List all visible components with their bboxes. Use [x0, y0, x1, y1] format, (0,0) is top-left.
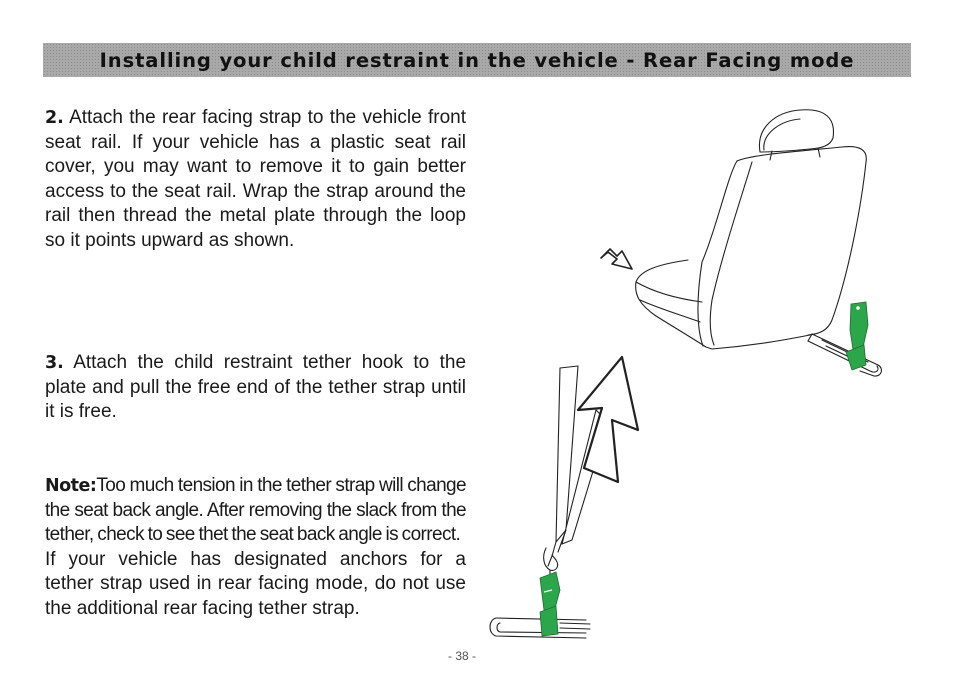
step-3-block — [45, 351, 466, 425]
page-number: - 38 - — [447, 649, 476, 663]
note-label: Note: — [45, 476, 97, 496]
direction-arrow-icon — [601, 249, 632, 269]
step-3-text: Attach the child restraint tether hook to the plate and pull the free end of the tether strap until it is free. — [45, 352, 467, 422]
installation-illustration — [480, 95, 900, 655]
step-2-text: Attach the rear facing strap to the vehicle front seat rail. If your vehicle has a plastic seat rail cover, you may want to remove it to gain better access to the seat rail. Wrap the strap around the rail then thread the metal plate through the loop so it points upward as shown. — [45, 107, 466, 251]
seat-rail-top — [808, 334, 881, 376]
upward-arrow-icon — [578, 357, 638, 482]
note-text-2: If your vehicle has designated anchors for a tether strap used in rear facing mode, do not use the additional rear facing tether strap. — [45, 548, 466, 619]
step-2-number: 2. — [45, 108, 64, 128]
note-block — [45, 474, 466, 621]
step-2-block — [45, 106, 466, 253]
vehicle-seat-drawing — [636, 110, 867, 349]
step-3-number: 3. — [45, 353, 64, 373]
note-text-1: Too much tension in the tether strap will change the seat back angle. After removing the slack from the tether, check to see thet the seat back angle is correct. — [45, 475, 466, 545]
page-title: Installing your child restraint in the vehicle - Rear Facing mode — [99, 48, 855, 72]
seat-rail-bottom — [490, 618, 590, 638]
section-header — [43, 43, 911, 77]
rear-facing-strap-top — [846, 302, 868, 370]
rear-facing-strap-bottom — [540, 572, 560, 636]
